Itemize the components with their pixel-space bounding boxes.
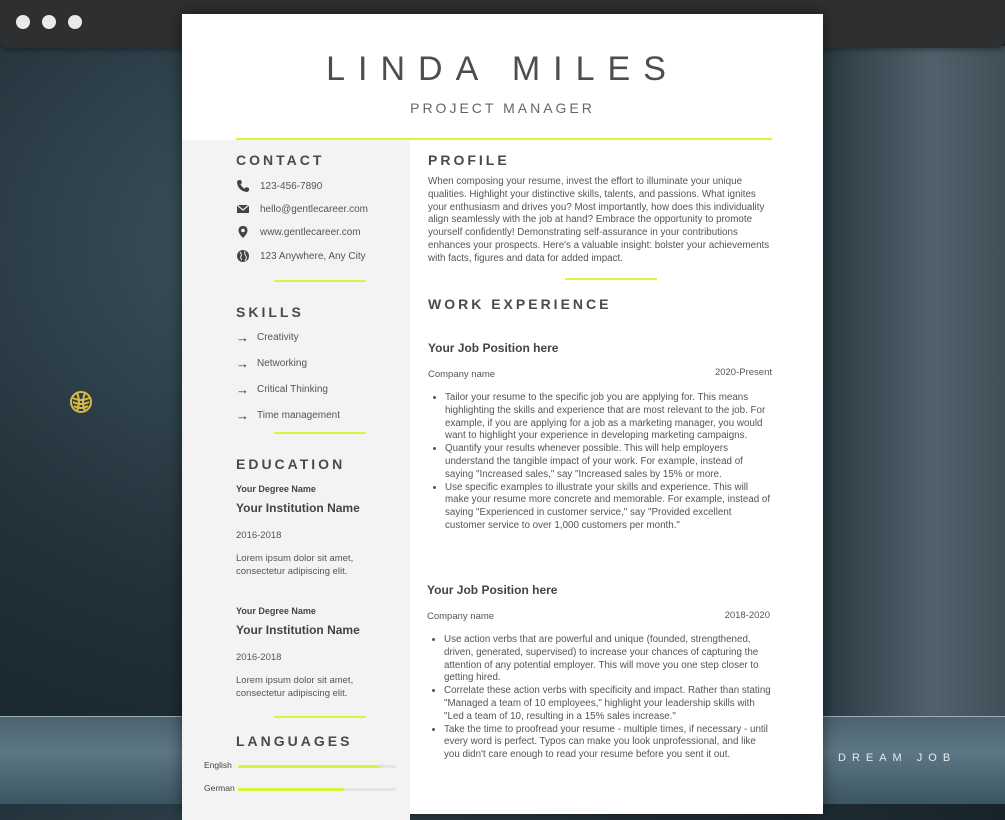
contact-phone: 123-456-7890 <box>260 180 323 192</box>
skill-item <box>236 382 328 397</box>
education-degree: Your Degree Name <box>236 484 316 494</box>
skill-label: Networking <box>257 358 308 369</box>
language-level-bar <box>238 765 396 768</box>
skills-heading: SKILLS <box>236 304 304 320</box>
location-pin-icon <box>236 225 250 239</box>
job-bullets <box>428 392 773 533</box>
envelope-icon <box>236 202 250 216</box>
skill-item <box>236 408 340 423</box>
language-level-bar <box>238 788 396 791</box>
contact-phone-row <box>236 177 322 195</box>
skill-label: Time management <box>257 410 340 421</box>
main-divider <box>565 278 657 280</box>
education-description: Lorem ipsum dolor sit amet, consectetur adipiscing elit. <box>236 553 354 577</box>
contact-website[interactable]: www.gentlecareer.com <box>260 226 361 238</box>
profile-text: When composing your resume, invest the effort to illuminate your unique qualities. Highlight your distinctive skills, talents, and passions. What ignites your enthusiasm and drives you? Most importantly, how does this individuality align seamlessly with the job at hand? Embrace the opportunity to promote yourself confidently! Demonstrating self-assurance in your contributions enhances your prospects. Here's a valuable insight: bolster your achievements with facts, figures and data for added impact. <box>428 176 770 264</box>
phone-icon <box>236 179 250 193</box>
arrow-right-icon: → <box>236 330 249 345</box>
job-bullet: • Use specific examples to illustrate your skills and experience. This will make your resume more concrete and memorable. For example, instead of saying "Experienced in customer service," say "Provided excellent customer service to over 1,000 customers per month." <box>445 482 773 533</box>
work-experience-heading: WORK EXPERIENCE <box>428 296 612 312</box>
language-name: German <box>204 783 235 793</box>
window-close-dot[interactable] <box>16 15 30 29</box>
language-name: English <box>204 760 232 770</box>
contact-email-row <box>236 200 368 218</box>
job-bullet: • Use action verbs that are powerful and unique (founded, strengthened, driven, generated, supervised) to increase your chances of capturing the attention of any potential employer. This will move you one step closer to getting hired. <box>444 634 772 685</box>
job-company: Company name <box>427 611 495 622</box>
job-bullet: • Tailor your resume to the specific job you are applying for. This means highlighting the skills and experience that are most relevant to the job. For example, if you are applying for a job as a marketing manager, you would want to highlight your experience in developing marketing campaigns. <box>445 392 773 443</box>
sidebar-divider-3 <box>274 716 366 718</box>
languages-heading: LANGUAGES <box>236 733 353 749</box>
contact-heading: CONTACT <box>236 152 325 168</box>
education-institution: Your Institution Name <box>236 501 360 515</box>
job-company: Company name <box>428 369 496 380</box>
skill-item <box>236 330 299 345</box>
job-position: Your Job Position here <box>427 583 558 597</box>
resume-title: PROJECT MANAGER <box>410 100 595 116</box>
job-bullets <box>427 634 772 762</box>
window-minimize-dot[interactable] <box>42 15 56 29</box>
contact-address: 123 Anywhere, Any City <box>260 250 366 262</box>
education-degree: Your Degree Name <box>236 606 316 616</box>
background-tagline: DREAM JOB <box>838 752 957 764</box>
education-years: 2016-2018 <box>236 652 282 663</box>
resume-name: LINDA MILES <box>326 50 679 88</box>
brand-logo-icon <box>68 389 94 415</box>
language-level-fill <box>238 765 380 768</box>
job-dates: 2020-Present <box>714 367 772 378</box>
resume-page <box>182 14 823 814</box>
skill-label: Critical Thinking <box>257 384 328 395</box>
contact-website-row <box>236 223 361 241</box>
contact-email[interactable]: hello@gentlecareer.com <box>260 203 368 215</box>
arrow-right-icon: → <box>236 356 249 371</box>
job-position: Your Job Position here <box>428 341 559 355</box>
arrow-right-icon: → <box>236 408 249 423</box>
education-years: 2016-2018 <box>236 530 282 541</box>
job-bullet: • Take the time to proofread your resume - multiple times, if necessary - until every word is perfect. Typos can make you look unprofessional, and like you didn't care enough to read your resume before you sent it out. <box>444 724 772 762</box>
arrow-right-icon: → <box>236 382 249 397</box>
globe-icon <box>236 249 250 263</box>
education-heading: EDUCATION <box>236 456 346 472</box>
profile-heading: PROFILE <box>428 152 510 168</box>
header-divider <box>236 138 772 140</box>
job-bullet: • Quantify your results whenever possible. This will help employers understand the tangible impact of your work. For example, instead of saying "Increased sales," say "Increased sales by 15% or more. <box>445 443 773 481</box>
contact-address-row <box>236 247 366 265</box>
job-bullet: • Correlate these action verbs with specificity and impact. Rather than stating "Managed a team of 10 employees," highlight your leadership skills with "Led a team of 10, resulting in a 15% sales increase." <box>444 685 772 723</box>
skill-label: Creativity <box>257 332 299 343</box>
skill-item <box>236 356 307 371</box>
education-description: Lorem ipsum dolor sit amet, consectetur adipiscing elit. <box>236 675 354 699</box>
job-dates: 2018-2020 <box>724 610 770 621</box>
education-institution: Your Institution Name <box>236 623 360 637</box>
background-right-panel <box>823 46 1005 716</box>
sidebar-divider-2 <box>274 432 366 434</box>
language-level-fill <box>238 788 344 791</box>
resume-sidebar <box>182 140 410 820</box>
sidebar-divider-1 <box>274 280 366 282</box>
window-maximize-dot[interactable] <box>68 15 82 29</box>
